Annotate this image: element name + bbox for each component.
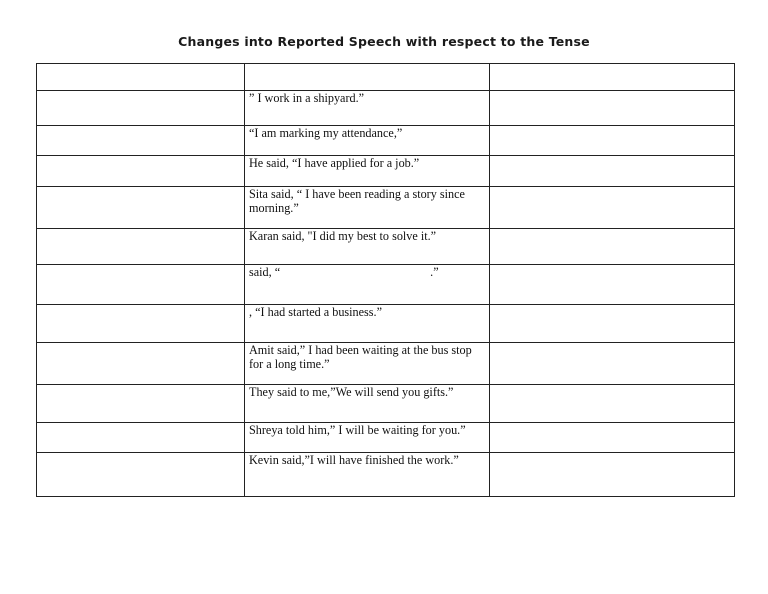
- answer-cell[interactable]: [490, 305, 735, 343]
- answer-cell[interactable]: [37, 229, 245, 265]
- sentence-cell: He said, “I have applied for a job.”: [245, 156, 490, 187]
- answer-cell[interactable]: [37, 305, 245, 343]
- answer-cell[interactable]: [37, 385, 245, 423]
- answer-cell[interactable]: [490, 91, 735, 126]
- answer-cell[interactable]: [37, 423, 245, 453]
- table-row: [37, 305, 735, 343]
- sentence-cell: [245, 64, 490, 91]
- answer-cell[interactable]: [490, 229, 735, 265]
- answer-cell[interactable]: [490, 453, 735, 497]
- answer-cell[interactable]: [37, 453, 245, 497]
- sentence-cell: They said to me,”We will send you gifts.”: [245, 385, 490, 423]
- answer-cell[interactable]: [37, 343, 245, 385]
- table-row: [37, 91, 735, 126]
- answer-cell[interactable]: [490, 187, 735, 229]
- sentence-prefix: said, “: [249, 265, 281, 279]
- page-title: Changes into Reported Speech with respect to the Tense: [178, 34, 590, 49]
- sentence-cell: Shreya told him,” I will be waiting for you.”: [245, 423, 490, 453]
- sentence-cell: , “I had started a business.”: [245, 305, 490, 343]
- table-row: [37, 187, 735, 229]
- sentence-cell: ” I work in a shipyard.”: [245, 91, 490, 126]
- sentence-cell: Sita said, “ I have been reading a story since morning.”: [245, 187, 490, 229]
- table-row: [37, 343, 735, 385]
- table-row: [37, 64, 735, 91]
- worksheet-table: [36, 63, 735, 497]
- sentence-cell: Karan said, "I did my best to solve it.”: [245, 229, 490, 265]
- sentence-suffix: .”: [430, 265, 439, 279]
- answer-cell[interactable]: [490, 265, 735, 305]
- answer-cell[interactable]: [490, 156, 735, 187]
- answer-cell[interactable]: [37, 156, 245, 187]
- answer-cell[interactable]: [490, 385, 735, 423]
- sentence-cell: Kevin said,”I will have finished the work.”: [245, 453, 490, 497]
- table-row: [37, 453, 735, 497]
- table-row: [37, 126, 735, 156]
- table-row: [37, 229, 735, 265]
- sentence-cell: [245, 265, 490, 305]
- answer-cell[interactable]: [490, 423, 735, 453]
- answer-cell[interactable]: [37, 265, 245, 305]
- answer-cell[interactable]: [37, 64, 245, 91]
- answer-cell[interactable]: [490, 126, 735, 156]
- table-row: [37, 265, 735, 305]
- answer-cell[interactable]: [37, 126, 245, 156]
- answer-cell[interactable]: [490, 343, 735, 385]
- answer-cell[interactable]: [490, 64, 735, 91]
- table-row: [37, 156, 735, 187]
- sentence-cell: Amit said,” I had been waiting at the bus stop for a long time.”: [245, 343, 490, 385]
- answer-cell[interactable]: [37, 91, 245, 126]
- table-row: [37, 385, 735, 423]
- answer-cell[interactable]: [37, 187, 245, 229]
- sentence-cell: “I am marking my attendance,”: [245, 126, 490, 156]
- table-row: [37, 423, 735, 453]
